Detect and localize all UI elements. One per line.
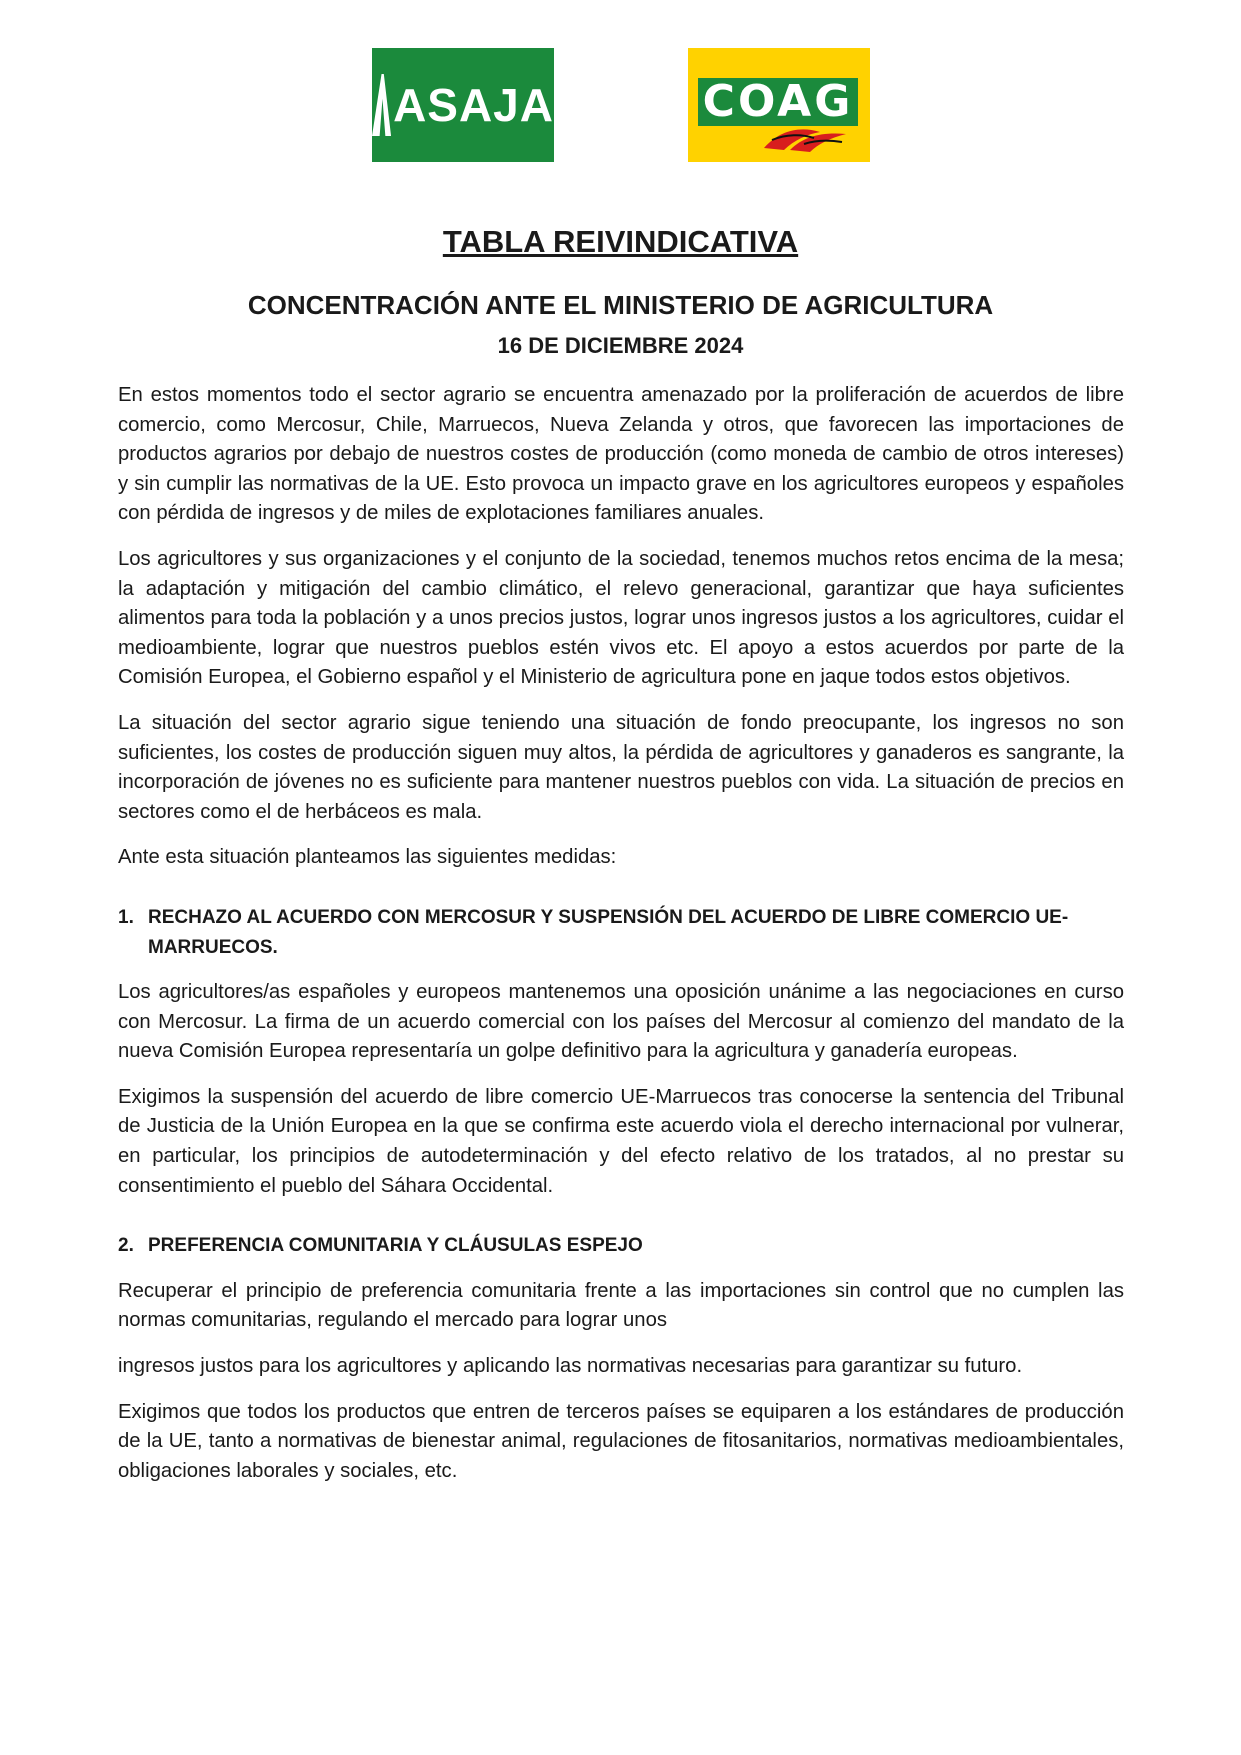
section-heading bbox=[118, 903, 1124, 962]
section-paragraph: ingresos justos para los agricultores y aplicando las normativas necesarias para garantizar su futuro. bbox=[118, 1355, 1023, 1378]
section-number: 2. bbox=[118, 1235, 134, 1257]
section-paragraph: Exigimos la suspensión del acuerdo de libre comercio UE-Marruecos tras conocerse la sentencia del Tribunal de Justicia de la Unión Europea en la que se confirma este acuerdo viola el derecho internacional por vulnerar, en particular, los principios de autodeterminación y del efecto relativo de los tratados, al no prestar su consentimiento el pueblo del Sáhara Occidental. bbox=[118, 1085, 1124, 1197]
document-date: 16 DE DICIEMBRE 2024 bbox=[497, 333, 744, 358]
section-paragraph: Recuperar el principio de preferencia comunitaria frente a las importaciones sin control que no cumplen las normas comunitarias, regulando el mercado para lograr unos bbox=[118, 1279, 1124, 1332]
logo-header bbox=[0, 0, 1241, 180]
document-subtitle: CONCENTRACIÓN ANTE EL MINISTERIO DE AGRICULTURA bbox=[247, 290, 994, 320]
document-body bbox=[118, 381, 1124, 1502]
section-title: PREFERENCIA COMUNITARIA Y CLÁUSULAS ESPEJO bbox=[148, 1235, 643, 1257]
section-title: RECHAZO AL ACUERDO CON MERCOSUR Y SUSPENSIÓN DEL ACUERDO DE LIBRE COMERCIO UE-MARRUECOS. bbox=[148, 906, 1069, 958]
coag-logo-band bbox=[698, 78, 858, 126]
section-paragraph: Exigimos que todos los productos que entren de terceros países se equiparen a los estándares de producción de la UE, tanto a normativas de bienestar animal, regulaciones de fitosanitarios, normativas medioambientales, obligaciones laborales y sociales, etc. bbox=[118, 1400, 1124, 1482]
intro-paragraph: En estos momentos todo el sector agrario se encuentra amenazado por la proliferación de acuerdos de libre comercio, como Mercosur, Chile, Marruecos, Nueva Zelanda y otros, que favorecen las importaciones de productos agrarios por debajo de nuestros costes de producción (como moneda de cambio de otros intereses) y sin cumplir las normativas de la UE. Esto provoca un impacto grave en los agricultores europeos y españoles con pérdida de ingresos y de miles de explotaciones familiares anuales. bbox=[118, 384, 1124, 525]
coag-swoosh-icon bbox=[760, 120, 850, 156]
intro-paragraph: Los agricultores y sus organizaciones y el conjunto de la sociedad, tenemos muchos retos encima de la mesa; la adaptación y mitigación del cambio climático, el relevo generacional, garantizar que haya suficientes alimentos para toda la población y a unos precios justos, lograr unos ingresos justos a los agricultores, cuidar el medioambiente, lograr que nuestros pueblos estén vivos etc. El apoyo a estos acuerdos por parte de la Comisión Europea, el Gobierno español y el Ministerio de agricultura pone en jaque todos estos objetivos. bbox=[118, 547, 1124, 689]
coag-logo bbox=[688, 48, 870, 162]
section-heading bbox=[118, 1231, 1124, 1261]
asaja-logo bbox=[372, 48, 554, 162]
asaja-logo-text: ASAJA bbox=[393, 79, 554, 131]
section-paragraph: Los agricultores/as españoles y europeos mantenemos una oposición unánime a las negociaciones en curso con Mercosur. La firma de un acuerdo comercial con los países del Mercosur al comienzo del mandato de la nueva Comisión Europea representaría un golpe definitivo para la agricultura y ganadería europeas. bbox=[118, 981, 1124, 1063]
intro-paragraph: Ante esta situación planteamos las siguientes medidas: bbox=[118, 846, 617, 869]
document-title: TABLA REIVINDICATIVA bbox=[442, 224, 799, 259]
section-number: 1. bbox=[118, 906, 134, 928]
asaja-logo-mark bbox=[372, 74, 391, 136]
intro-paragraph: La situación del sector agrario sigue teniendo una situación de fondo preocupante, los ingresos no son suficientes, los costes de producción siguen muy altos, la pérdida de agricultores y ganaderos es sangrante, la incorporación de jóvenes no es suficiente para mantener nuestros pueblos con vida. La situación de precios en sectores como el de herbáceos es mala. bbox=[118, 711, 1124, 823]
coag-logo-text: COAG bbox=[702, 76, 854, 127]
